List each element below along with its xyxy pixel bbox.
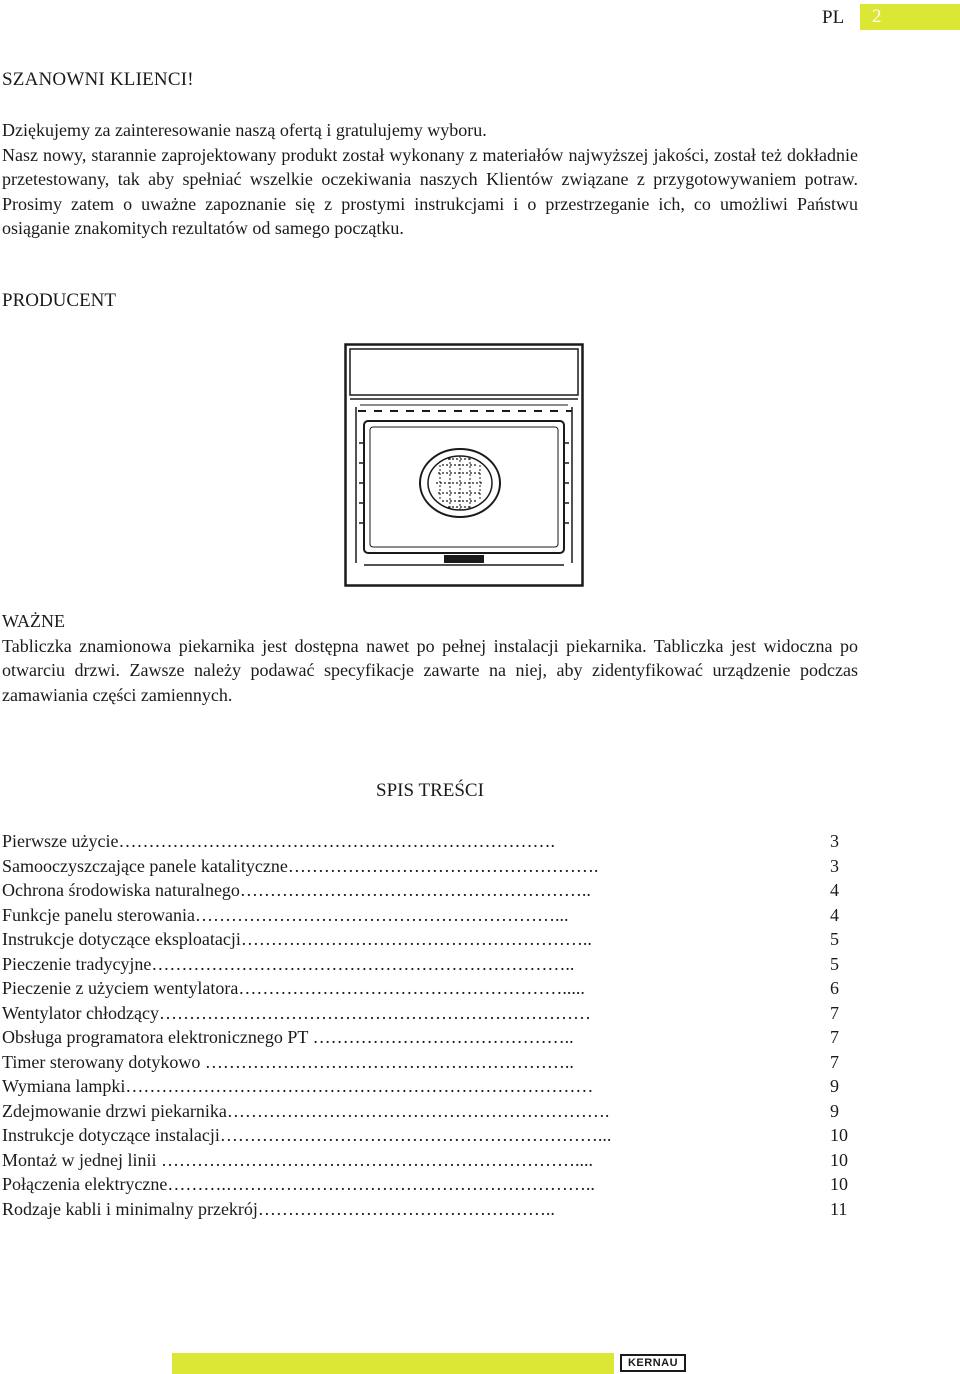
page-number: 2	[860, 4, 960, 30]
toc-item	[2, 903, 854, 928]
intro-paragraph: Dziękujemy za zainteresowanie naszą ofertą i gratulujemy wyboru.	[2, 120, 487, 140]
toc-item-label: Pieczenie z użyciem wentylatora……………………………………………….....	[2, 978, 585, 998]
toc-item	[2, 1172, 854, 1197]
toc-item	[2, 1099, 854, 1124]
toc-item-page: 10	[830, 1125, 848, 1145]
footer-accent-bar	[172, 1353, 614, 1374]
producer-signature: PRODUCENT	[2, 290, 117, 311]
toc-item-label: Montaż w jednej linii ……………………………………………………………....	[2, 1149, 593, 1170]
important-text: Tabliczka znamionowa piekarnika jest dostępna nawet po pełnej instalacji piekarnika. Tabliczka jest widoczna po otwarciu drzwi. Zawsze należy podawać specyfikacje zawarte na niej, aby zidentyfikować urządzenie podczas zamawiania części zamiennych.	[2, 635, 858, 705]
toc-item-page: 3	[830, 831, 839, 851]
toc-item-page: 7	[830, 1027, 839, 1047]
toc-item	[2, 1123, 854, 1148]
toc-item-label: Samooczyszczające panele katalityczne…………………………………………….	[2, 855, 599, 876]
toc-item-label: Pierwsze użycie……………………………………………………………….	[2, 831, 555, 851]
toc-item	[2, 1074, 854, 1099]
toc-item-page: 4	[830, 904, 839, 925]
toc-item	[2, 1025, 854, 1050]
toc-item	[2, 927, 854, 952]
toc-item-page: 10	[830, 1149, 848, 1170]
toc-item-page: 11	[830, 1198, 848, 1219]
toc-item-label: Wentylator chłodzący………………………………………………………………	[2, 1002, 591, 1023]
toc-item	[2, 1148, 854, 1173]
toc-item	[2, 1050, 854, 1075]
toc-item-label: Funkcje panelu sterowania……………………………………………………...	[2, 904, 569, 925]
toc-title: SPIS TREŚCI	[376, 780, 484, 801]
language-label: PL	[822, 7, 845, 28]
toc-item-page: 9	[830, 1076, 839, 1096]
important-title: WAŻNE	[2, 611, 65, 631]
toc-item	[2, 878, 854, 903]
toc-item-label: Instrukcje dotyczące instalacji………………………………………………………...	[2, 1125, 612, 1145]
toc-item-label: Instrukcje dotyczące eksploatacji…………………………………………………..	[2, 929, 592, 949]
toc-item	[2, 1197, 854, 1222]
toc-item-page: 6	[830, 978, 839, 998]
toc-item-page: 7	[830, 1002, 839, 1023]
toc-item-page: 10	[830, 1174, 848, 1194]
toc-item	[2, 976, 854, 1001]
toc-item-page: 9	[830, 1100, 839, 1121]
toc-item-page: 5	[830, 953, 839, 974]
toc-item-label: Obsługa programatora elektronicznego PT ……………………………………..	[2, 1027, 574, 1047]
toc-item-label: Ochrona środowiska naturalnego…………………………………………………..	[2, 880, 591, 900]
toc-item-label: Rodzaje kabli i minimalny przekrój…………………………………………..	[2, 1198, 555, 1219]
toc-item-page: 7	[830, 1051, 839, 1072]
greeting-heading: SZANOWNI KLIENCI!	[2, 69, 194, 90]
toc-item	[2, 1001, 854, 1026]
toc-item	[2, 829, 854, 854]
toc-item-page: 3	[830, 855, 839, 876]
important-notice	[2, 609, 858, 707]
intro-text	[2, 118, 858, 241]
brand-logo: KERNAU	[620, 1354, 686, 1372]
intro-paragraph: Nasz nowy, starannie zaprojektowany produkt został wykonany z materiałów najwyższej jakości, został też dokładnie przetestowany, tak aby spełniać wszelkie oczekiwania naszych Klientów związane z przygotowywaniem potraw.	[2, 144, 858, 189]
toc-item-label: Timer sterowany dotykowo ……………………………………………………..	[2, 1051, 574, 1072]
toc-item-label: Pieczenie tradycyjne……………………………………………………………..	[2, 953, 575, 974]
toc-item	[2, 854, 854, 879]
toc-item-label: Wymiana lampki……………………………………………………………………	[2, 1076, 594, 1096]
toc-item-page: 5	[830, 929, 839, 949]
table-of-contents	[2, 829, 854, 1221]
oven-illustration	[344, 343, 584, 587]
toc-item	[2, 952, 854, 977]
toc-item-label: Połączenia elektryczne……….……………………………………………………..	[2, 1174, 595, 1194]
intro-paragraph: Prosimy zatem o uważne zapoznanie się z prostymi instrukcjami i o przestrzeganie ich, co umożliwi Państwu osiąganie znakomitych rezultatów od samego początku.	[2, 193, 858, 238]
toc-item-page: 4	[830, 880, 839, 900]
toc-item-label: Zdejmowanie drzwi piekarnika……………………………………………………….	[2, 1100, 610, 1121]
